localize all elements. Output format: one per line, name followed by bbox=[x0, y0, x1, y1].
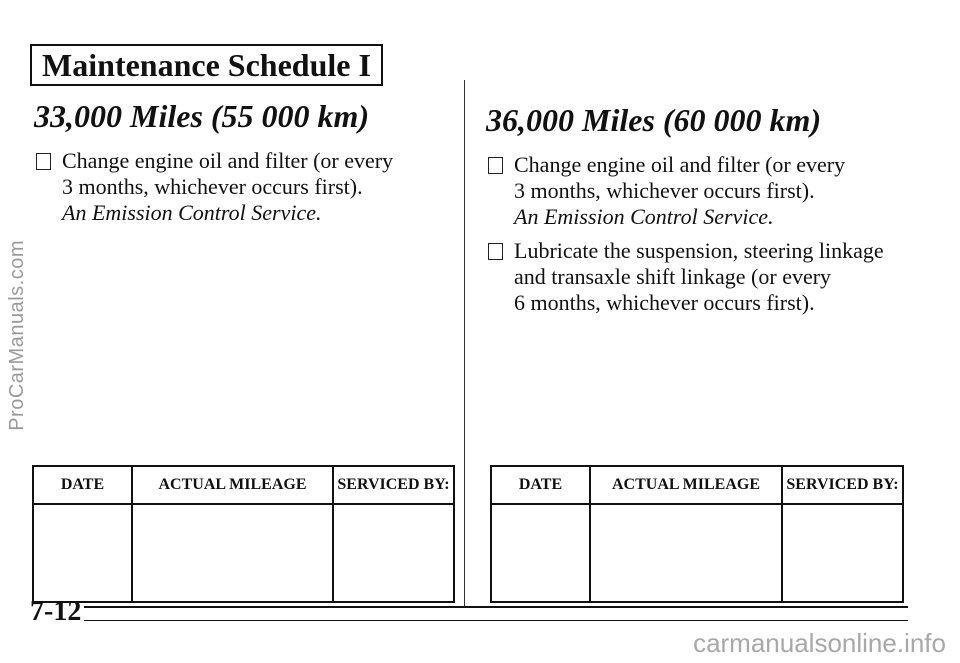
actual-mileage-cell[interactable] bbox=[590, 504, 782, 602]
task-note: An Emission Control Service. bbox=[514, 204, 774, 229]
checkbox-icon[interactable] bbox=[36, 153, 51, 170]
section-36000-miles bbox=[486, 100, 926, 324]
serviced-by-header: SERVICED BY: bbox=[333, 466, 454, 504]
page-title: Maintenance Schedule I bbox=[42, 47, 371, 83]
checkbox-icon[interactable] bbox=[488, 157, 503, 174]
column-divider bbox=[464, 80, 465, 608]
site-watermark: carmanualsonline.info bbox=[693, 628, 946, 658]
task-note: An Emission Control Service. bbox=[62, 200, 322, 225]
task-text: Change engine oil and filter (or every 3 months, whichever occurs first). bbox=[514, 152, 846, 203]
task-list bbox=[486, 152, 926, 316]
task-item bbox=[486, 152, 926, 230]
date-cell[interactable] bbox=[491, 504, 590, 602]
checkbox-icon[interactable] bbox=[488, 243, 503, 260]
schedule-header-box bbox=[30, 44, 383, 86]
date-header: DATE bbox=[33, 466, 132, 504]
serviced-by-cell[interactable] bbox=[333, 504, 454, 602]
actual-mileage-cell[interactable] bbox=[132, 504, 333, 602]
footer-rule bbox=[84, 606, 908, 608]
task-text: Change engine oil and filter (or every 3 months, whichever occurs first). bbox=[62, 148, 394, 199]
service-record-table-36000 bbox=[490, 465, 904, 603]
task-item bbox=[34, 148, 454, 226]
section-33000-miles bbox=[34, 96, 454, 234]
actual-mileage-header: ACTUAL MILEAGE bbox=[590, 466, 782, 504]
task-text: Lubricate the suspension, steering linkage and transaxle shift linkage (or every 6 months, whichever occurs first). bbox=[514, 238, 884, 315]
service-record-table-33000 bbox=[32, 465, 455, 603]
section-heading: 33,000 Miles (55 000 km) bbox=[34, 98, 370, 134]
serviced-by-header: SERVICED BY: bbox=[782, 466, 903, 504]
date-cell[interactable] bbox=[33, 504, 132, 602]
date-header: DATE bbox=[491, 466, 590, 504]
actual-mileage-header: ACTUAL MILEAGE bbox=[132, 466, 333, 504]
section-heading: 36,000 Miles (60 000 km) bbox=[486, 102, 822, 138]
footer-rule bbox=[84, 620, 908, 621]
serviced-by-cell[interactable] bbox=[782, 504, 903, 602]
task-item bbox=[486, 238, 926, 316]
side-watermark: ProCarManuals.com bbox=[6, 240, 28, 431]
task-list bbox=[34, 148, 454, 226]
page-number: 7-12 bbox=[30, 596, 82, 627]
